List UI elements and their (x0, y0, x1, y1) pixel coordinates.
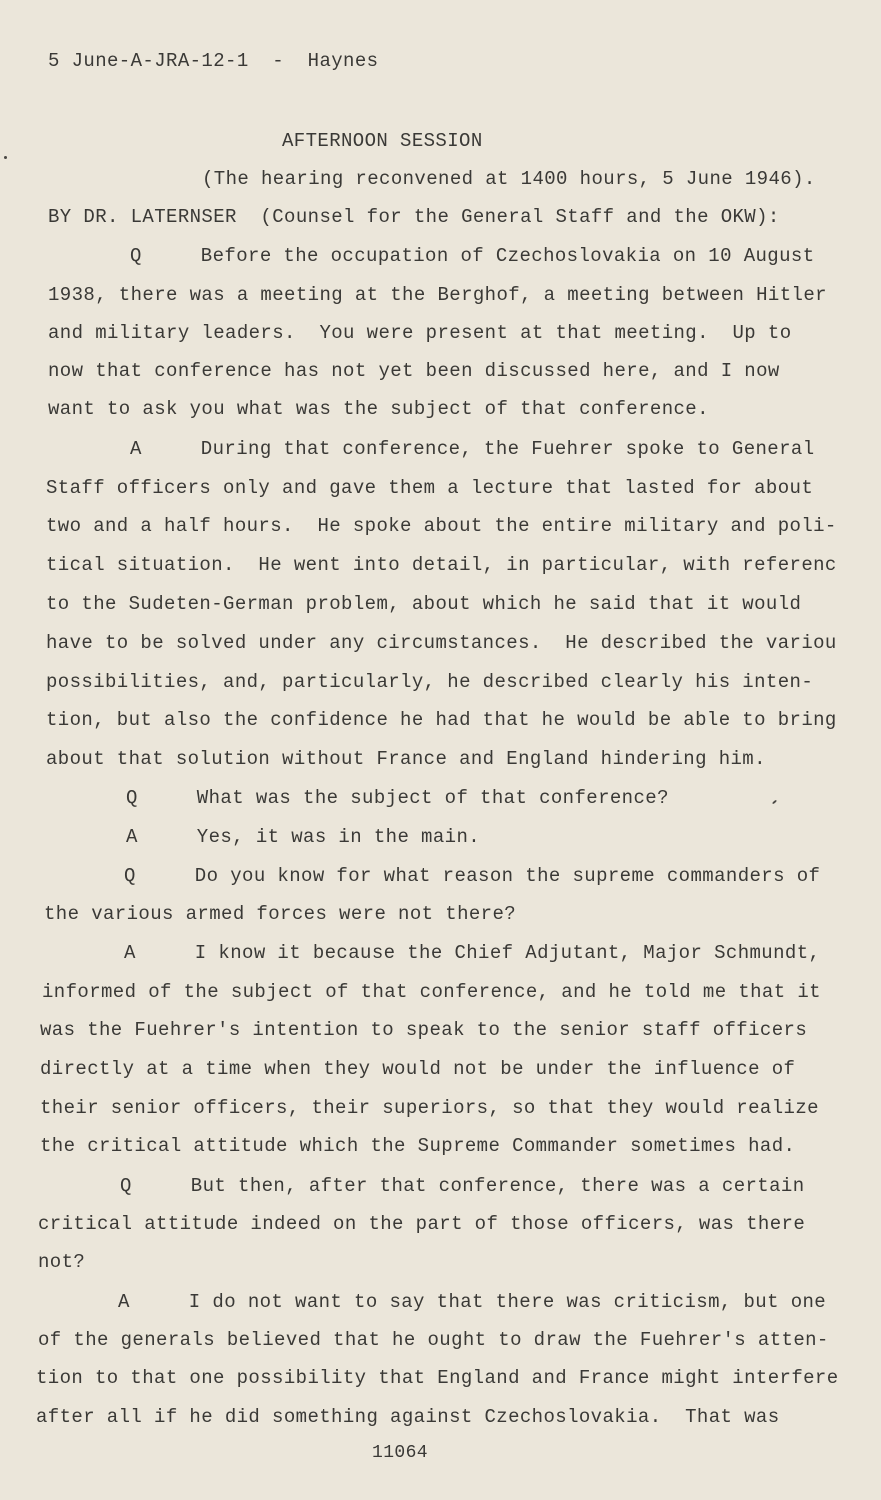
transcript-line: directly at a time when they would not be under the influence of (40, 1058, 796, 1080)
transcript-line: Q Before the occupation of Czechoslovakia on 10 August (130, 245, 815, 267)
transcript-line: tion to that one possibility that England and France might interfere (36, 1367, 839, 1389)
transcript-line: tion, but also the confidence he had that he would be able to bring (46, 709, 837, 731)
transcript-line: and military leaders. You were present at that meeting. Up to (48, 322, 792, 344)
transcript-line: to the Sudeten-German problem, about which he said that it would (46, 593, 802, 615)
stray-mark (4, 156, 7, 159)
session-title: AFTERNOON SESSION (282, 130, 483, 152)
transcript-line: have to be solved under any circumstances. He described the variou (46, 632, 837, 654)
transcript-line: not? (38, 1251, 86, 1273)
transcript-line: (The hearing reconvened at 1400 hours, 5 June 1946). (202, 168, 816, 190)
transcript-line: informed of the subject of that conference, and he told me that it (42, 981, 821, 1003)
transcript-line: the critical attitude which the Supreme Commander sometimes had. (40, 1135, 796, 1157)
transcript-line: Q What was the subject of that conference? (126, 787, 669, 809)
page-number: 11064 (372, 1443, 429, 1463)
transcript-line: possibilities, and, particularly, he described clearly his inten- (46, 671, 814, 693)
transcript-line: A During that conference, the Fuehrer spoke to General (130, 438, 815, 460)
transcript-line: Q But then, after that conference, there was a certain (120, 1175, 805, 1197)
transcript-line: A Yes, it was in the main. (126, 826, 481, 848)
transcript-line: now that conference has not yet been discussed here, and I now (48, 360, 780, 382)
transcript-line: A I do not want to say that there was criticism, but one (118, 1291, 827, 1313)
transcript-line: Q Do you know for what reason the supreme commanders of (124, 865, 821, 887)
transcript-line: was the Fuehrer's intention to speak to the senior staff officers (40, 1019, 808, 1041)
transcript-line: of the generals believed that he ought to draw the Fuehrer's atten- (38, 1329, 829, 1351)
transcript-line: their senior officers, their superiors, so that they would realize (40, 1097, 819, 1119)
transcript-line: after all if he did something against Czechoslovakia. That was (36, 1406, 780, 1428)
transcript-line: 1938, there was a meeting at the Berghof, a meeting between Hitler (48, 284, 827, 306)
transcript-line: two and a half hours. He spoke about the entire military and poli- (46, 515, 837, 537)
transcript-line: tical situation. He went into detail, in particular, with referenc (46, 554, 837, 576)
transcript-line: Staff officers only and gave them a lecture that lasted for about (46, 477, 814, 499)
transcript-line: critical attitude indeed on the part of those officers, was there (38, 1213, 806, 1235)
transcript-line: A I know it because the Chief Adjutant, Major Schmundt, (124, 942, 821, 964)
transcript-line: want to ask you what was the subject of that conference. (48, 398, 709, 420)
page-header: 5 June-A-JRA-12-1 - Haynes (48, 50, 379, 72)
stray-mark (772, 800, 777, 805)
transcript-line: the various armed forces were not there? (44, 903, 517, 925)
transcript-line: BY DR. LATERNSER (Counsel for the General Staff and the OKW): (48, 206, 780, 228)
transcript-line: about that solution without France and England hindering him. (46, 748, 766, 770)
